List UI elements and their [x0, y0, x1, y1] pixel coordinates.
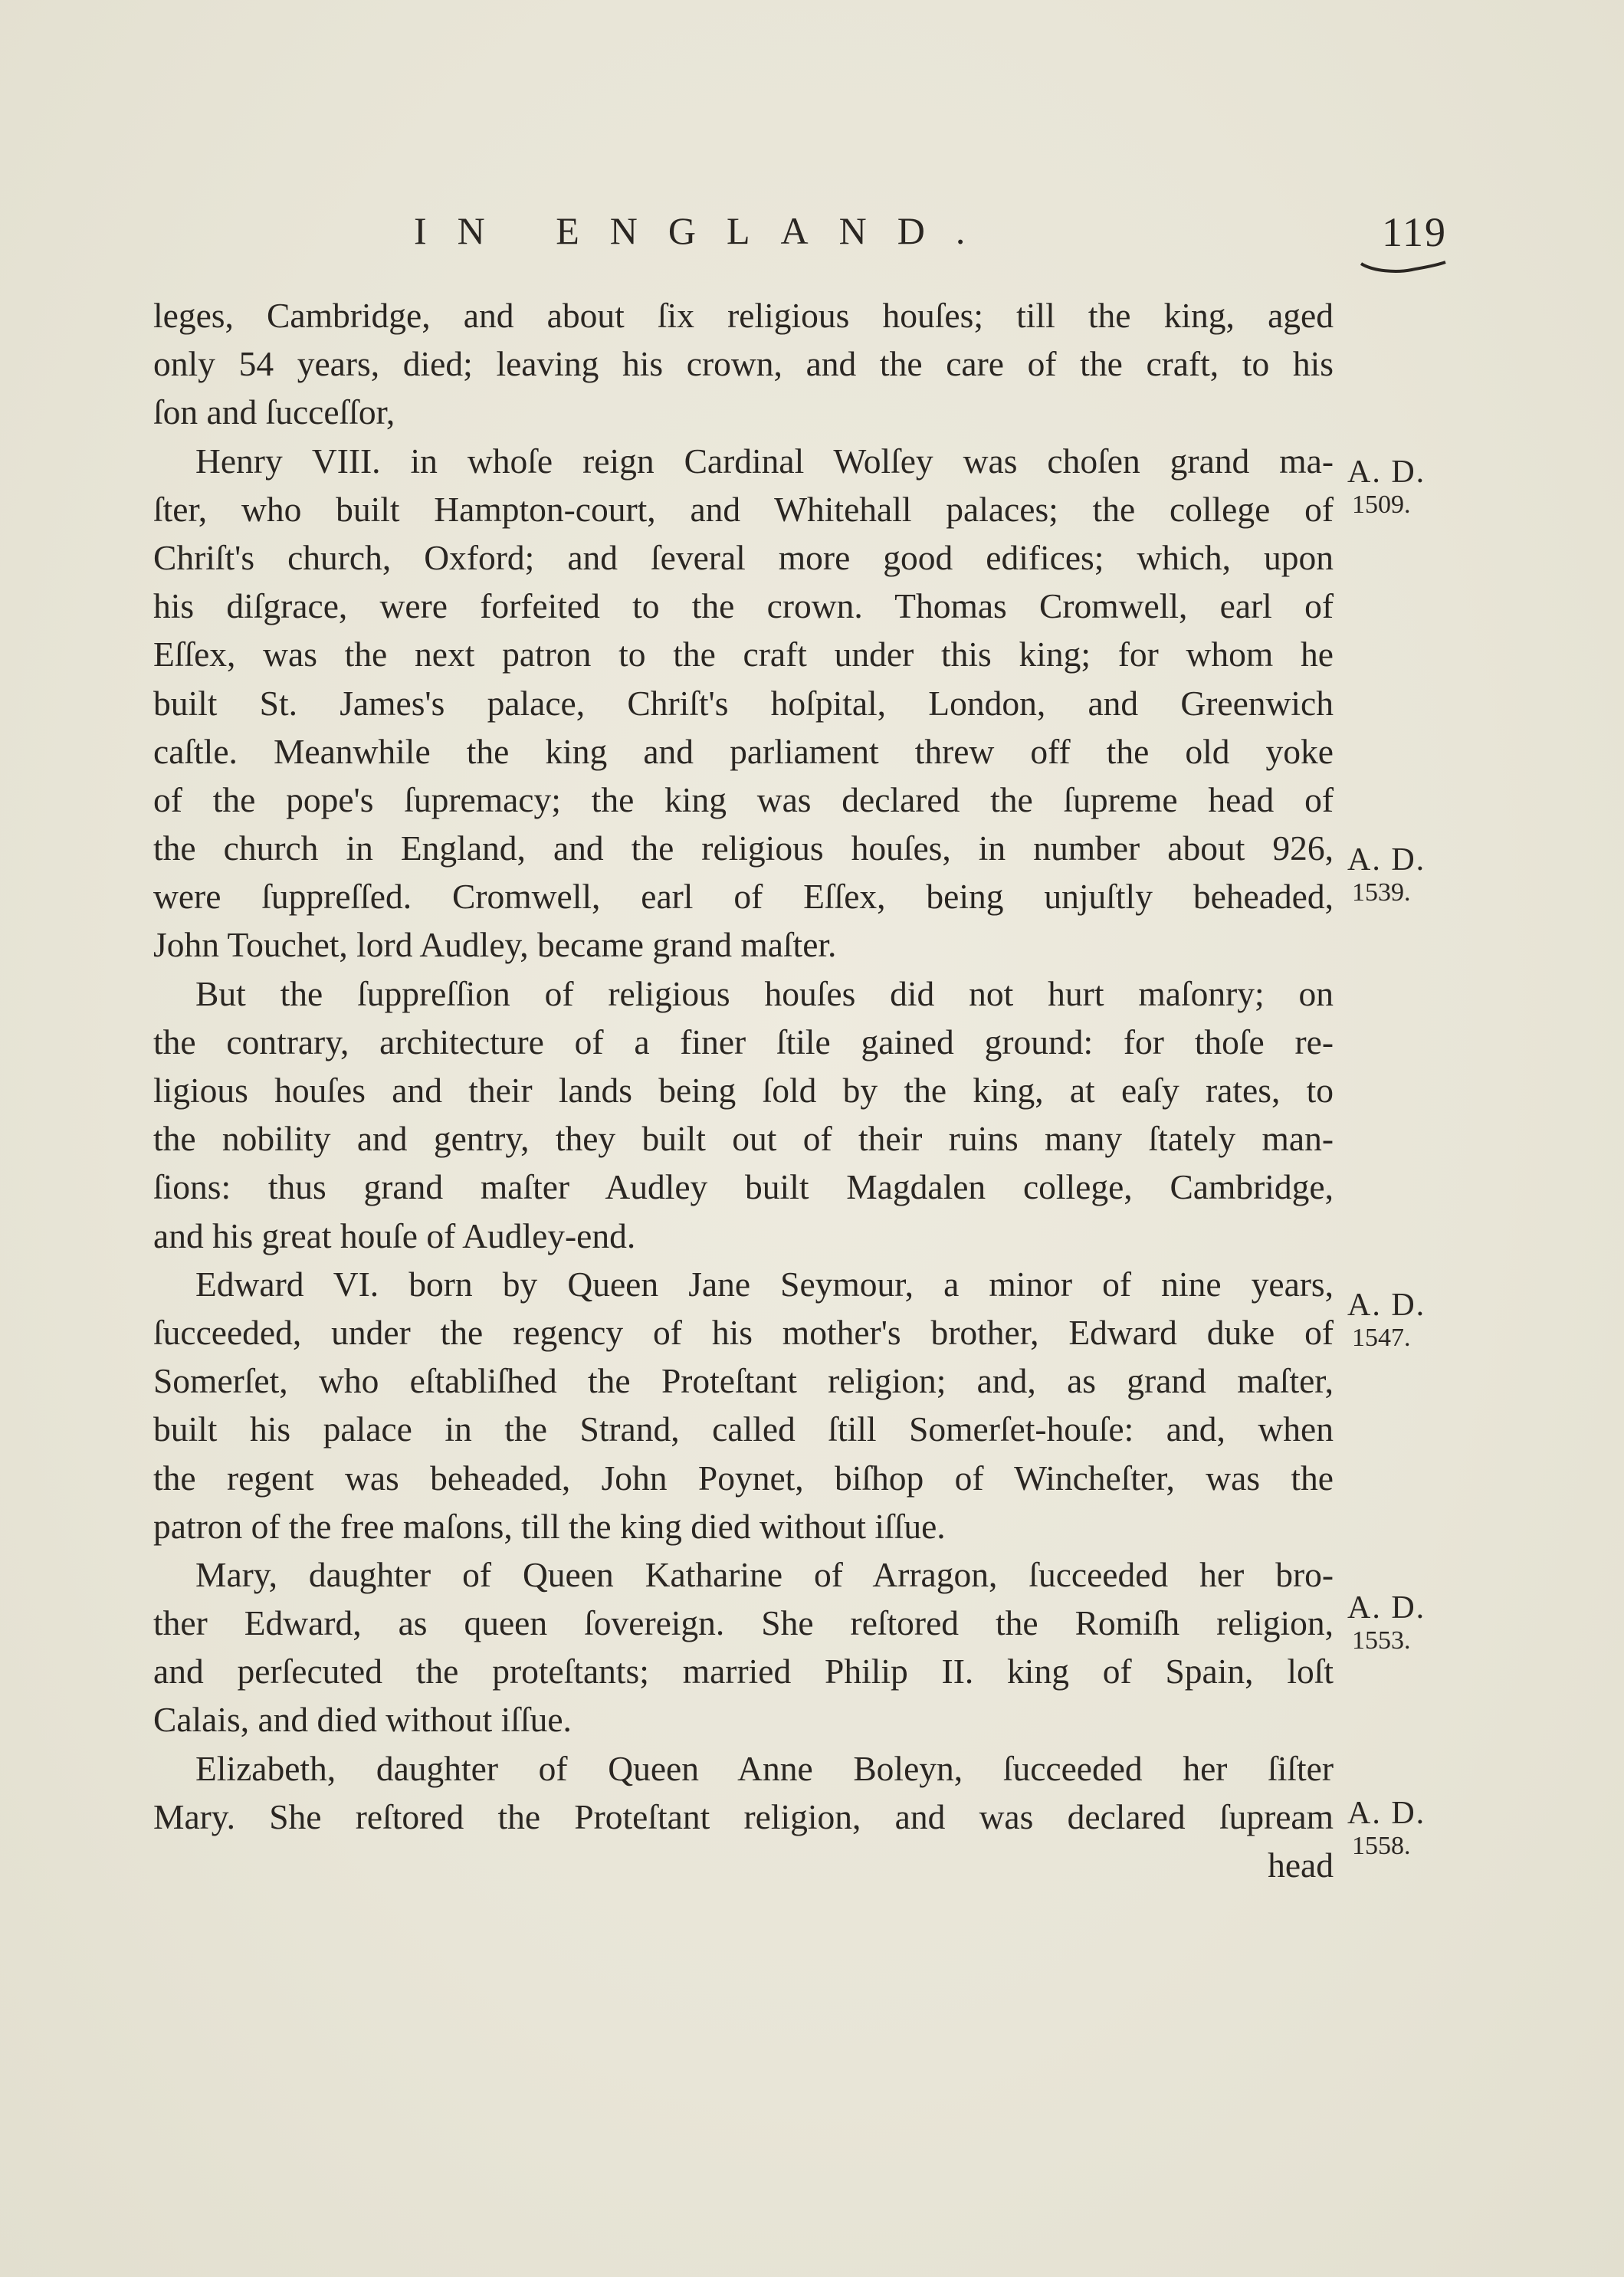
text-line: ligious houſes and their lands being ſold by the king, at eaſy rates, to	[153, 1071, 1334, 1110]
margin-note-label: A. D.	[1347, 454, 1426, 490]
margin-note-year: 1553.	[1352, 1626, 1411, 1655]
catchword: head	[1268, 1846, 1334, 1885]
margin-note	[1347, 1284, 1426, 1350]
running-head: IN ENGLAND.	[414, 209, 996, 252]
text-line: the regent was beheaded, John Poynet, biſhop of Wincheſter, was the	[153, 1458, 1334, 1498]
page-number: 119	[1382, 209, 1447, 255]
paragraph	[153, 1550, 1334, 1744]
text-line: leges, Cambridge, and about ſix religious houſes; till the king, aged	[153, 296, 1334, 335]
text-line: patron of the free maſons, till the king died without iſſue.	[153, 1506, 946, 1546]
margin-note-label: A. D.	[1347, 842, 1426, 878]
text-line: were ſuppreſſed. Cromwell, earl of Eſſex, being unjuſtly beheaded,	[153, 877, 1334, 917]
text-line: only 54 years, died; leaving his crown, and the care of the craft, to his	[153, 344, 1334, 384]
text-line: ſucceeded, under the regency of his mother's brother, Edward duke of	[153, 1312, 1334, 1352]
text-line: ther Edward, as queen ſovereign. She reſtored the Romiſh religion,	[153, 1603, 1334, 1643]
paragraph	[153, 1744, 1334, 1890]
margin-note-label: A. D.	[1347, 1796, 1426, 1831]
text-line: ſon and ſucceſſor,	[153, 392, 395, 432]
text-line: of the pope's ſupremacy; the king was declared the ſupreme head of	[153, 779, 1334, 819]
text-line: his diſgrace, were forfeited to the crown. Thomas Cromwell, earl of	[153, 586, 1334, 626]
margin-note	[1347, 838, 1426, 907]
text-line: the nobility and gentry, they built out of their ruins many ſtately man-	[153, 1119, 1334, 1159]
text-line: But the ſuppreſſion of religious houſes did not hurt maſonry; on	[195, 973, 1334, 1013]
text-line: the church in England, and the religious houſes, in number about 926,	[153, 828, 1334, 868]
text-line: Elizabeth, daughter of Queen Anne Boleyn, ſucceeded her ſiſter	[195, 1748, 1334, 1788]
text-line: ſions: thus grand maſter Audley built Magdalen college, Cambridge,	[153, 1167, 1334, 1207]
text-line: and perſecuted the proteſtants; married Philip II. king of Spain, loſt	[153, 1652, 1334, 1691]
text-line: Mary. She reſtored the Proteſtant religion, and was declared ſupream	[153, 1796, 1334, 1836]
paragraph	[153, 291, 1334, 437]
margin-note	[1347, 451, 1426, 517]
text-line: Eſſex, was the next patron to the craft under this king; for whom he	[153, 635, 1334, 674]
margin-note-year: 1539.	[1352, 878, 1411, 907]
text-line: built his palace in the Strand, called ſtill Somerſet-houſe: and, when	[153, 1409, 1334, 1449]
text-line: built St. James's palace, Chriſt's hoſpital, London, and Greenwich	[153, 683, 1334, 723]
margin-note-label: A. D.	[1347, 1590, 1426, 1626]
paragraph	[153, 437, 1334, 970]
body-text	[153, 291, 1334, 1889]
text-line: the contrary, architecture of a finer ſtile gained ground: for thoſe re-	[153, 1022, 1334, 1061]
text-line: Henry VIII. in whoſe reign Cardinal Wolſey was choſen grand ma-	[195, 441, 1334, 481]
folio-underline-ornament	[1358, 261, 1448, 276]
text-line: Calais, and died without iſſue.	[153, 1700, 572, 1740]
text-line: John Touchet, lord Audley, became grand maſter.	[153, 925, 837, 965]
text-line: Mary, daughter of Queen Katharine of Arragon, ſucceeded her bro-	[195, 1554, 1334, 1594]
paragraph	[153, 1260, 1334, 1550]
margin-note	[1347, 1586, 1426, 1655]
text-line: and his great houſe of Audley-end.	[153, 1216, 636, 1255]
margin-note-label: A. D.	[1347, 1288, 1426, 1323]
margin-note	[1347, 1792, 1426, 1858]
text-line: Chriſt's church, Oxford; and ſeveral more good edifices; which, upon	[153, 537, 1334, 577]
paragraph	[153, 970, 1334, 1260]
margin-note-year: 1558.	[1352, 1832, 1411, 1860]
text-line: Edward VI. born by Queen Jane Seymour, a minor of nine years,	[195, 1264, 1334, 1304]
margin-note-year: 1547.	[1352, 1324, 1411, 1352]
text-line: ſter, who built Hampton-court, and Whitehall palaces; the college of	[153, 489, 1334, 529]
margin-note-year: 1509.	[1352, 491, 1411, 519]
text-line: Somerſet, who eſtabliſhed the Proteſtant religion; and, as grand maſter,	[153, 1361, 1334, 1401]
text-line: caſtle. Meanwhile the king and parliament threw off the old yoke	[153, 731, 1334, 771]
